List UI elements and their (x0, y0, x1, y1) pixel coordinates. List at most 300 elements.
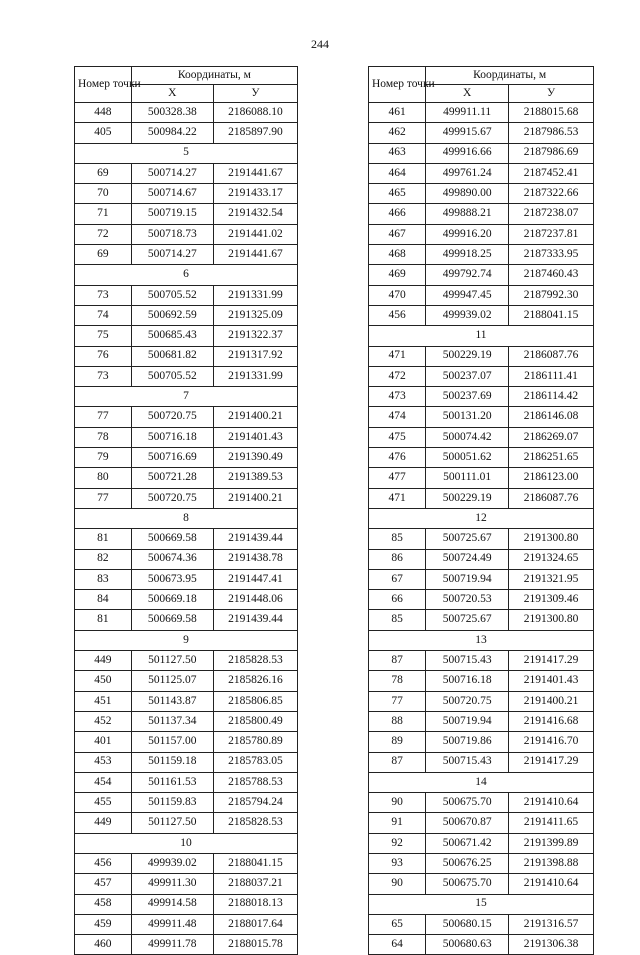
y-coordinate-cell: 2185826.16 (213, 671, 297, 691)
table-row (75, 305, 298, 325)
y-coordinate-cell: 2191410.64 (509, 874, 594, 894)
x-coordinate-cell: 500671.42 (426, 833, 509, 853)
point-number-cell: 74 (75, 305, 132, 325)
x-coordinate-cell: 500131.20 (426, 407, 509, 427)
point-number-cell: 78 (75, 427, 132, 447)
x-coordinate-cell: 500705.52 (131, 366, 213, 386)
y-coordinate-cell: 2187452.41 (509, 163, 594, 183)
point-number-cell: 451 (75, 691, 132, 711)
x-coordinate-cell: 500674.36 (131, 549, 213, 569)
y-coordinate-cell: 2191438.78 (213, 549, 297, 569)
y-column-header: У (509, 85, 594, 103)
y-coordinate-cell: 2186111.41 (509, 366, 594, 386)
y-coordinate-cell: 2191439.44 (213, 529, 297, 549)
point-number-cell: 77 (369, 691, 426, 711)
x-coordinate-cell: 500705.52 (131, 285, 213, 305)
point-number-cell: 459 (75, 914, 132, 934)
x-coordinate-cell: 500328.38 (131, 103, 213, 123)
point-number-cell: 465 (369, 184, 426, 204)
x-coordinate-cell: 499911.30 (131, 874, 213, 894)
table-row (75, 691, 298, 711)
point-number-cell: 85 (369, 529, 426, 549)
y-coordinate-cell: 2187238.07 (509, 204, 594, 224)
point-number-cell: 452 (75, 711, 132, 731)
point-number-cell: 449 (75, 813, 132, 833)
section-number: 9 (75, 630, 298, 650)
x-coordinate-cell: 500720.75 (131, 488, 213, 508)
y-coordinate-cell: 2191441.02 (213, 224, 297, 244)
point-number-cell: 83 (75, 569, 132, 589)
y-coordinate-cell: 2191400.21 (509, 691, 594, 711)
y-coordinate-cell: 2191300.80 (509, 529, 594, 549)
y-coordinate-cell: 2191300.80 (509, 610, 594, 630)
y-coordinate-cell: 2187986.69 (509, 143, 594, 163)
x-coordinate-cell: 500715.43 (426, 651, 509, 671)
x-coordinate-cell: 500719.15 (131, 204, 213, 224)
point-number-cell: 467 (369, 224, 426, 244)
point-number-cell: 71 (75, 204, 132, 224)
x-coordinate-cell: 500680.15 (426, 914, 509, 934)
y-coordinate-cell: 2186114.42 (509, 387, 594, 407)
table-row (369, 468, 594, 488)
point-number-cell: 476 (369, 448, 426, 468)
y-coordinate-cell: 2186123.00 (509, 468, 594, 488)
y-coordinate-cell: 2191417.29 (509, 752, 594, 772)
section-number: 11 (369, 326, 594, 346)
y-coordinate-cell: 2191400.21 (213, 407, 297, 427)
x-coordinate-cell: 499911.11 (426, 103, 509, 123)
section-row (369, 894, 594, 914)
table-row (369, 853, 594, 873)
y-coordinate-cell: 2186269.07 (509, 427, 594, 447)
point-number-cell: 73 (75, 366, 132, 386)
point-number-cell: 469 (369, 265, 426, 285)
y-coordinate-cell: 2191400.21 (213, 488, 297, 508)
x-coordinate-cell: 500714.67 (131, 184, 213, 204)
table-row (75, 549, 298, 569)
point-number-cell: 474 (369, 407, 426, 427)
x-coordinate-cell: 499914.58 (131, 894, 213, 914)
table-row (75, 914, 298, 934)
x-coordinate-cell: 500716.69 (131, 448, 213, 468)
section-number: 8 (75, 508, 298, 528)
section-number: 12 (369, 508, 594, 528)
point-number-cell: 90 (369, 793, 426, 813)
y-coordinate-cell: 2185783.05 (213, 752, 297, 772)
point-number-cell: 75 (75, 326, 132, 346)
x-coordinate-cell: 501125.07 (131, 671, 213, 691)
x-coordinate-cell: 501157.00 (131, 732, 213, 752)
x-coordinate-cell: 500673.95 (131, 569, 213, 589)
point-number-cell: 78 (369, 671, 426, 691)
point-number-cell: 468 (369, 245, 426, 265)
x-coordinate-cell: 499792.74 (426, 265, 509, 285)
point-number-cell: 90 (369, 874, 426, 894)
point-number-cell: 464 (369, 163, 426, 183)
table-row (75, 123, 298, 143)
point-number-cell: 454 (75, 772, 132, 792)
x-coordinate-cell: 500721.28 (131, 468, 213, 488)
point-number-cell: 87 (369, 752, 426, 772)
point-number-cell: 69 (75, 163, 132, 183)
table-row (369, 874, 594, 894)
y-coordinate-cell: 2191331.99 (213, 366, 297, 386)
x-coordinate-cell: 500669.58 (131, 529, 213, 549)
y-coordinate-cell: 2188015.78 (213, 935, 297, 955)
y-coordinate-cell: 2187992.30 (509, 285, 594, 305)
point-number-cell: 80 (75, 468, 132, 488)
y-coordinate-cell: 2191410.64 (509, 793, 594, 813)
x-coordinate-cell: 500984.22 (131, 123, 213, 143)
y-coordinate-cell: 2191411.65 (509, 813, 594, 833)
x-coordinate-cell: 500725.67 (426, 610, 509, 630)
y-coordinate-cell: 2191416.70 (509, 732, 594, 752)
table-row (369, 245, 594, 265)
point-number-cell: 461 (369, 103, 426, 123)
point-number-cell: 472 (369, 366, 426, 386)
table-row (75, 651, 298, 671)
x-coordinate-cell: 500051.62 (426, 448, 509, 468)
point-number-cell: 405 (75, 123, 132, 143)
y-coordinate-cell: 2191317.92 (213, 346, 297, 366)
point-number-cell: 89 (369, 732, 426, 752)
table-row (369, 163, 594, 183)
table-row (369, 204, 594, 224)
x-coordinate-cell: 501159.18 (131, 752, 213, 772)
y-coordinate-cell: 2191321.95 (509, 569, 594, 589)
point-number-cell: 73 (75, 285, 132, 305)
point-number-header: Номер точки (369, 67, 426, 103)
y-coordinate-cell: 2187322.66 (509, 184, 594, 204)
table-row (369, 671, 594, 691)
table-row (369, 590, 594, 610)
section-row (75, 833, 298, 853)
table-row (75, 569, 298, 589)
y-coordinate-cell: 2191416.68 (509, 711, 594, 731)
table-row (75, 529, 298, 549)
point-number-cell: 77 (75, 488, 132, 508)
table-row (369, 387, 594, 407)
section-row (75, 143, 298, 163)
point-number-cell: 70 (75, 184, 132, 204)
point-number-cell: 450 (75, 671, 132, 691)
coordinates-table-left (74, 66, 298, 955)
x-coordinate-cell: 499911.78 (131, 935, 213, 955)
y-coordinate-cell: 2191441.67 (213, 163, 297, 183)
x-coordinate-cell: 501137.34 (131, 711, 213, 731)
x-coordinate-cell: 500670.87 (426, 813, 509, 833)
x-coordinate-cell: 500229.19 (426, 346, 509, 366)
point-number-cell: 81 (75, 529, 132, 549)
point-number-cell: 93 (369, 853, 426, 873)
section-number: 7 (75, 387, 298, 407)
table-row (369, 407, 594, 427)
section-row (369, 326, 594, 346)
y-coordinate-cell: 2187237.81 (509, 224, 594, 244)
table-row (75, 427, 298, 447)
x-coordinate-cell: 500716.18 (426, 671, 509, 691)
section-number: 5 (75, 143, 298, 163)
x-coordinate-cell: 499890.00 (426, 184, 509, 204)
y-coordinate-cell: 2191389.53 (213, 468, 297, 488)
section-number: 6 (75, 265, 298, 285)
y-coordinate-cell: 2191324.65 (509, 549, 594, 569)
table-row (75, 752, 298, 772)
point-number-cell: 91 (369, 813, 426, 833)
x-coordinate-cell: 500681.82 (131, 346, 213, 366)
table-row (75, 732, 298, 752)
x-coordinate-cell: 500715.43 (426, 752, 509, 772)
x-coordinate-cell: 499916.66 (426, 143, 509, 163)
x-coordinate-cell: 500675.70 (426, 874, 509, 894)
point-number-cell: 458 (75, 894, 132, 914)
table-row (369, 914, 594, 934)
x-coordinate-cell: 501161.53 (131, 772, 213, 792)
point-number-cell: 77 (75, 407, 132, 427)
section-number: 10 (75, 833, 298, 853)
x-coordinate-cell: 500724.49 (426, 549, 509, 569)
y-coordinate-cell: 2191390.49 (213, 448, 297, 468)
section-row (369, 508, 594, 528)
table-row (75, 163, 298, 183)
table-row (369, 448, 594, 468)
section-number: 14 (369, 772, 594, 792)
point-number-cell: 66 (369, 590, 426, 610)
y-coordinate-cell: 2191439.44 (213, 610, 297, 630)
table-row (75, 103, 298, 123)
point-number-cell: 88 (369, 711, 426, 731)
point-number-cell: 84 (75, 590, 132, 610)
table-row (75, 772, 298, 792)
table-row (369, 184, 594, 204)
point-number-cell: 64 (369, 935, 426, 955)
table-body-left (75, 103, 298, 955)
x-coordinate-cell: 500675.70 (426, 793, 509, 813)
coordinates-header: Координаты, м (131, 67, 297, 85)
table-row (369, 265, 594, 285)
table-row (75, 468, 298, 488)
point-number-cell: 401 (75, 732, 132, 752)
point-number-cell: 456 (369, 305, 426, 325)
y-coordinate-cell: 2188041.15 (509, 305, 594, 325)
table-row (75, 366, 298, 386)
x-coordinate-cell: 500676.25 (426, 853, 509, 873)
point-number-cell: 460 (75, 935, 132, 955)
table-row (369, 732, 594, 752)
y-coordinate-cell: 2191432.54 (213, 204, 297, 224)
y-coordinate-cell: 2191331.99 (213, 285, 297, 305)
y-coordinate-cell: 2191309.46 (509, 590, 594, 610)
x-coordinate-cell: 500719.94 (426, 569, 509, 589)
y-column-header: У (213, 85, 297, 103)
table-body-right (369, 103, 594, 955)
table-row (369, 346, 594, 366)
y-coordinate-cell: 2186088.10 (213, 103, 297, 123)
table-row (369, 529, 594, 549)
point-number-cell: 462 (369, 123, 426, 143)
x-coordinate-cell: 500685.43 (131, 326, 213, 346)
point-number-cell: 466 (369, 204, 426, 224)
y-coordinate-cell: 2187333.95 (509, 245, 594, 265)
x-coordinate-cell: 500680.63 (426, 935, 509, 955)
point-number-cell: 67 (369, 569, 426, 589)
x-coordinate-cell: 500111.01 (426, 468, 509, 488)
table-row (369, 651, 594, 671)
x-coordinate-cell: 499761.24 (426, 163, 509, 183)
table-row (75, 935, 298, 955)
y-coordinate-cell: 2191398.88 (509, 853, 594, 873)
x-coordinate-cell: 500720.75 (131, 407, 213, 427)
table-row (75, 853, 298, 873)
table-row (75, 711, 298, 731)
x-coordinate-cell: 500714.27 (131, 245, 213, 265)
y-coordinate-cell: 2191448.06 (213, 590, 297, 610)
table-row (75, 224, 298, 244)
table-row (75, 184, 298, 204)
section-row (75, 387, 298, 407)
point-number-cell: 471 (369, 346, 426, 366)
table-row (369, 813, 594, 833)
table-row (369, 793, 594, 813)
table-row (75, 245, 298, 265)
section-number: 15 (369, 894, 594, 914)
x-coordinate-cell: 499915.67 (426, 123, 509, 143)
y-coordinate-cell: 2191401.43 (213, 427, 297, 447)
y-coordinate-cell: 2188037.21 (213, 874, 297, 894)
x-column-header: Х (131, 85, 213, 103)
x-coordinate-cell: 499916.20 (426, 224, 509, 244)
point-number-cell: 473 (369, 387, 426, 407)
point-number-cell: 448 (75, 103, 132, 123)
table-row (369, 224, 594, 244)
point-number-cell: 475 (369, 427, 426, 447)
point-number-cell: 69 (75, 245, 132, 265)
point-number-cell: 455 (75, 793, 132, 813)
y-coordinate-cell: 2188015.68 (509, 103, 594, 123)
y-coordinate-cell: 2191322.37 (213, 326, 297, 346)
y-coordinate-cell: 2186251.65 (509, 448, 594, 468)
table-row (75, 346, 298, 366)
page-number: 244 (311, 37, 329, 51)
point-number-cell: 76 (75, 346, 132, 366)
table-row (369, 833, 594, 853)
x-coordinate-cell: 500237.07 (426, 366, 509, 386)
table-row (369, 285, 594, 305)
table-row (75, 407, 298, 427)
table-row (369, 935, 594, 955)
point-number-cell: 463 (369, 143, 426, 163)
table-row (369, 752, 594, 772)
coordinates-table-right (368, 66, 594, 955)
y-coordinate-cell: 2191306.38 (509, 935, 594, 955)
y-coordinate-cell: 2191417.29 (509, 651, 594, 671)
x-coordinate-cell: 499888.21 (426, 204, 509, 224)
x-coordinate-cell: 501143.87 (131, 691, 213, 711)
table-row (369, 123, 594, 143)
point-number-cell: 85 (369, 610, 426, 630)
x-coordinate-cell: 500720.53 (426, 590, 509, 610)
table-row (75, 793, 298, 813)
x-coordinate-cell: 500237.69 (426, 387, 509, 407)
y-coordinate-cell: 2186087.76 (509, 346, 594, 366)
y-coordinate-cell: 2191441.67 (213, 245, 297, 265)
y-coordinate-cell: 2188041.15 (213, 853, 297, 873)
x-coordinate-cell: 500669.18 (131, 590, 213, 610)
table-row (75, 671, 298, 691)
y-coordinate-cell: 2186087.76 (509, 488, 594, 508)
x-coordinate-cell: 499939.02 (426, 305, 509, 325)
section-row (75, 630, 298, 650)
table-row (75, 285, 298, 305)
section-row (75, 508, 298, 528)
x-coordinate-cell: 500725.67 (426, 529, 509, 549)
x-coordinate-cell: 499939.02 (131, 853, 213, 873)
x-coordinate-cell: 499918.25 (426, 245, 509, 265)
table-row (369, 305, 594, 325)
point-number-cell: 79 (75, 448, 132, 468)
table-row (75, 813, 298, 833)
y-coordinate-cell: 2191316.57 (509, 914, 594, 934)
table-row (369, 366, 594, 386)
point-number-cell: 72 (75, 224, 132, 244)
point-number-cell: 471 (369, 488, 426, 508)
x-coordinate-cell: 499947.45 (426, 285, 509, 305)
table-row (369, 103, 594, 123)
y-coordinate-cell: 2191325.09 (213, 305, 297, 325)
point-number-cell: 449 (75, 651, 132, 671)
x-coordinate-cell: 501159.83 (131, 793, 213, 813)
x-coordinate-cell: 500074.42 (426, 427, 509, 447)
table-row (369, 427, 594, 447)
table-row (75, 610, 298, 630)
x-coordinate-cell: 500719.86 (426, 732, 509, 752)
y-coordinate-cell: 2185828.53 (213, 813, 297, 833)
point-number-cell: 470 (369, 285, 426, 305)
y-coordinate-cell: 2186146.08 (509, 407, 594, 427)
table-row (75, 488, 298, 508)
x-coordinate-cell: 500718.73 (131, 224, 213, 244)
y-coordinate-cell: 2191447.41 (213, 569, 297, 589)
y-coordinate-cell: 2185800.49 (213, 711, 297, 731)
section-row (75, 265, 298, 285)
table-row (369, 711, 594, 731)
table-row (75, 874, 298, 894)
point-number-cell: 453 (75, 752, 132, 772)
x-coordinate-cell: 500229.19 (426, 488, 509, 508)
table-row (75, 448, 298, 468)
x-coordinate-cell: 501127.50 (131, 651, 213, 671)
y-coordinate-cell: 2187460.43 (509, 265, 594, 285)
point-number-cell: 86 (369, 549, 426, 569)
point-number-cell: 65 (369, 914, 426, 934)
table-row (75, 590, 298, 610)
section-number: 13 (369, 630, 594, 650)
y-coordinate-cell: 2185806.85 (213, 691, 297, 711)
y-coordinate-cell: 2185828.53 (213, 651, 297, 671)
x-coordinate-cell: 500719.94 (426, 711, 509, 731)
table-row (75, 204, 298, 224)
section-row (369, 630, 594, 650)
table-row (369, 143, 594, 163)
x-coordinate-cell: 500714.27 (131, 163, 213, 183)
point-number-cell: 87 (369, 651, 426, 671)
x-coordinate-cell: 500669.58 (131, 610, 213, 630)
table-row (369, 549, 594, 569)
table-row (369, 488, 594, 508)
table-row (75, 326, 298, 346)
table-row (369, 691, 594, 711)
point-number-cell: 456 (75, 853, 132, 873)
